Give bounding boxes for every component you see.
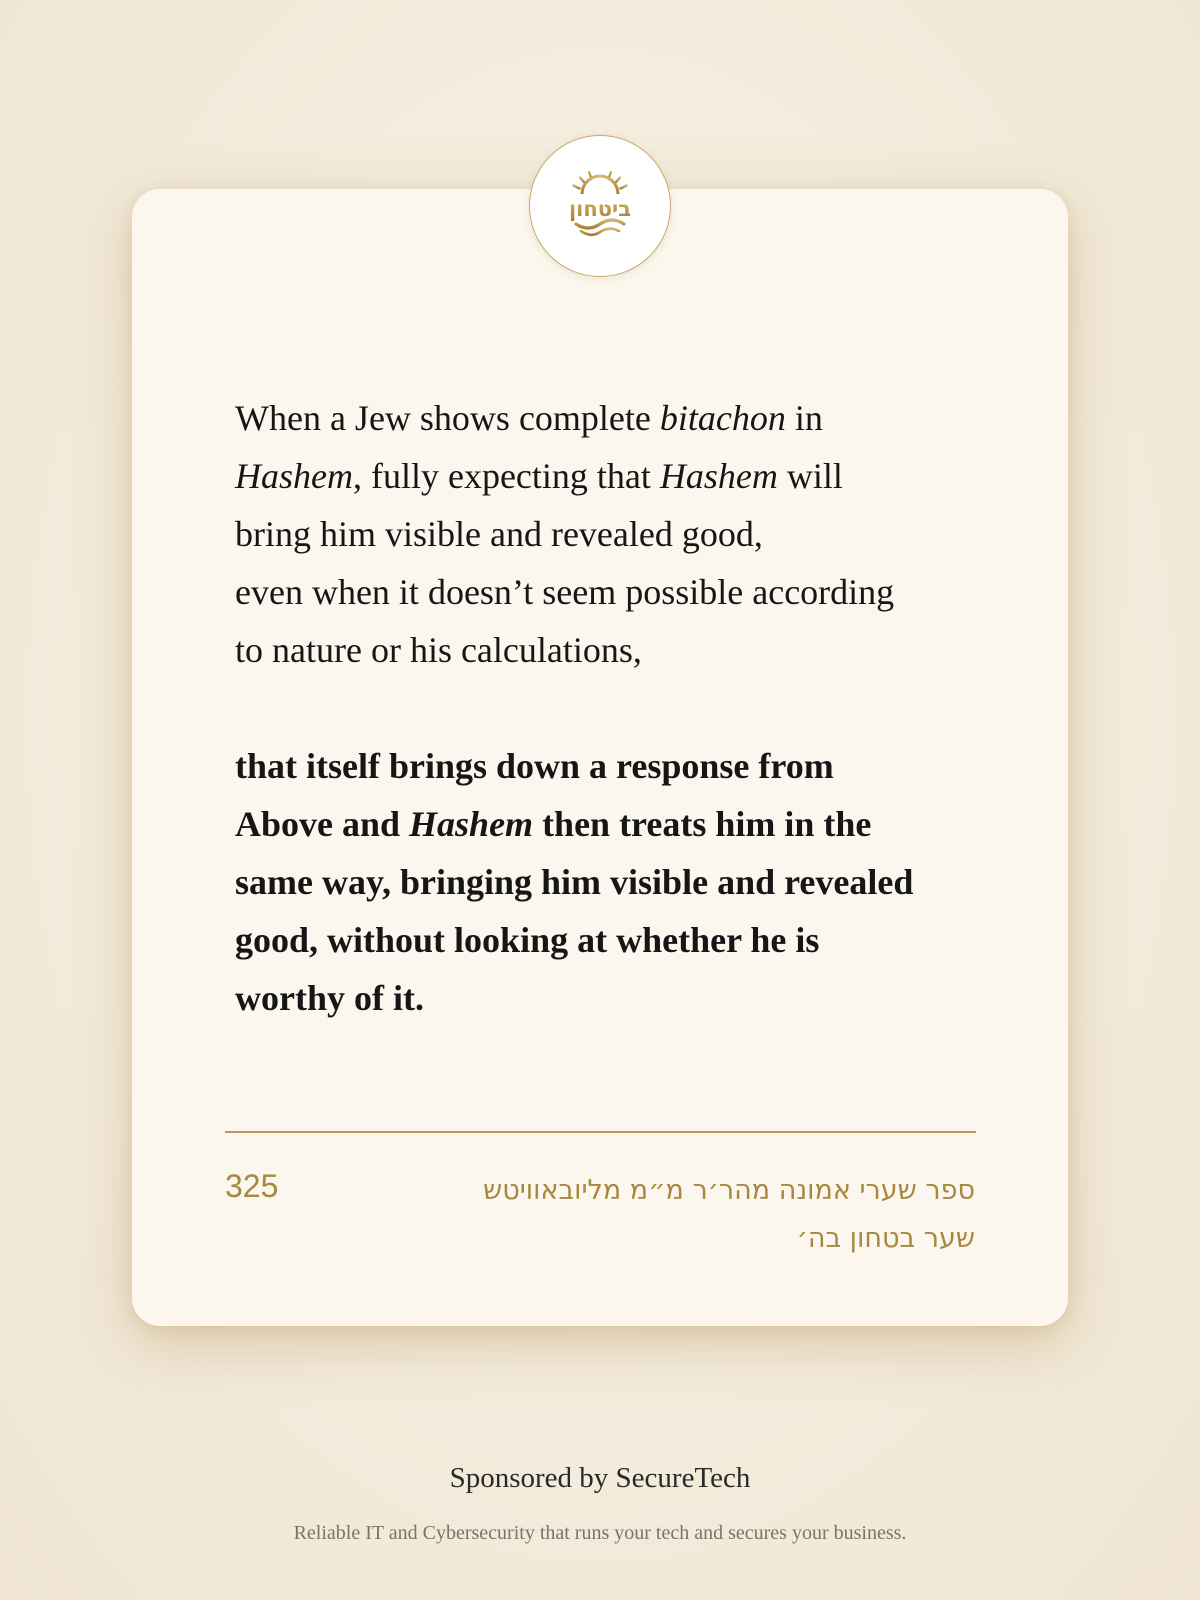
quote-line bbox=[235, 621, 975, 679]
quote-card bbox=[132, 189, 1068, 1326]
sponsor-title: Sponsored by SecureTech bbox=[449, 1462, 751, 1494]
sponsor-tagline: Reliable IT and Cybersecurity that runs your tech and secures your business. bbox=[293, 1522, 907, 1544]
quote-line bbox=[235, 969, 975, 1027]
quote-segment: in bbox=[785, 398, 823, 438]
source-section: שער בטחון בה׳ bbox=[796, 1223, 975, 1254]
quote-segment: that itself brings down a response from bbox=[235, 746, 834, 786]
quote-segment: to nature or his calculations, bbox=[235, 630, 642, 670]
quote-italic-term: Hashem bbox=[659, 456, 778, 496]
quote-italic-term: bitachon bbox=[659, 398, 786, 438]
quote-segment: bring him visible and revealed good, bbox=[235, 514, 763, 554]
quote-segment: even when it doesn’t seem possible according bbox=[235, 572, 895, 612]
quote-segment: then treats him in the bbox=[533, 804, 872, 844]
logo-text: ביטחון bbox=[568, 197, 632, 221]
quote-segment: same way, bringing him visible and revealed bbox=[235, 862, 914, 902]
quote-line bbox=[235, 795, 975, 853]
quote-segment: Above and bbox=[235, 804, 410, 844]
quote-line bbox=[235, 447, 975, 505]
quote-segment: will bbox=[777, 456, 843, 496]
quote-emphasis bbox=[235, 737, 975, 1027]
quote-text bbox=[235, 389, 975, 1027]
quote-italic-term: Hashem bbox=[409, 804, 534, 844]
source-citation bbox=[483, 1167, 975, 1263]
quote-line bbox=[235, 389, 975, 447]
quote-line bbox=[235, 563, 975, 621]
quote-line bbox=[235, 505, 975, 563]
quote-line bbox=[235, 737, 975, 795]
quote-line bbox=[235, 853, 975, 911]
quote-segment: When a Jew shows complete bbox=[235, 398, 660, 438]
bitachon-logo-icon bbox=[558, 164, 642, 248]
page-number: 325 bbox=[225, 1168, 279, 1204]
divider bbox=[225, 1131, 976, 1133]
quote-intro bbox=[235, 389, 975, 679]
logo-badge bbox=[529, 135, 671, 277]
source-book: ספר שערי אמונה מהר׳ר מ״מ מליובאוויטש bbox=[483, 1175, 975, 1206]
quote-segment: worthy of it. bbox=[235, 978, 424, 1018]
quote-segment: , fully expecting that bbox=[352, 456, 660, 496]
quote-segment: good, without looking at whether he is bbox=[235, 920, 820, 960]
quote-italic-term: Hashem bbox=[235, 456, 353, 496]
quote-line bbox=[235, 911, 975, 969]
